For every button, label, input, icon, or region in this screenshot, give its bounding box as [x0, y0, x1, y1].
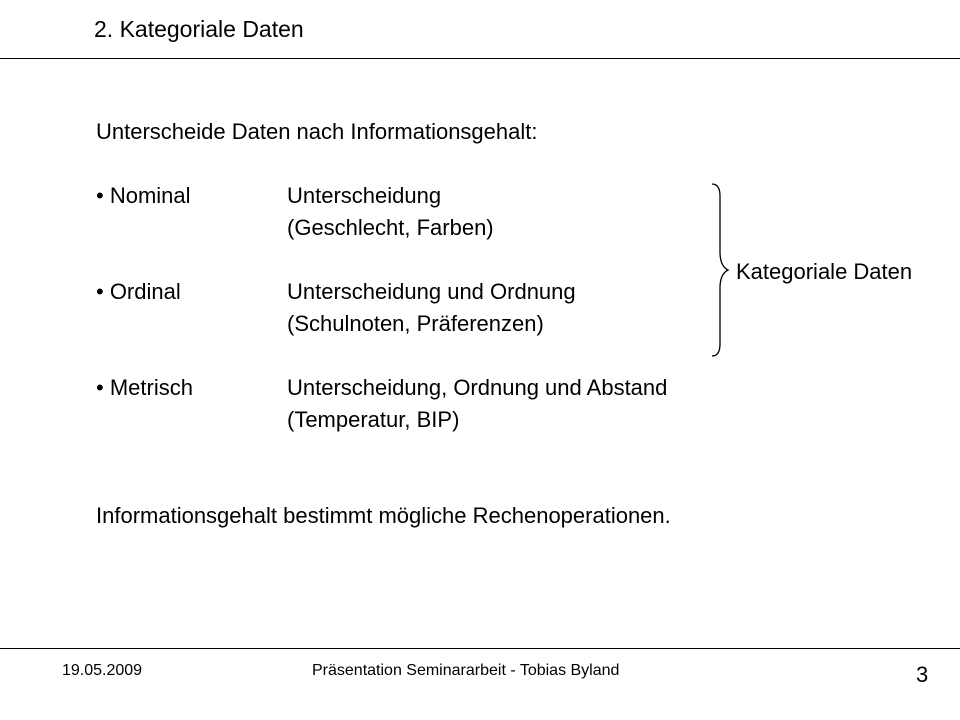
item-label: • Metrisch [96, 375, 193, 400]
item-label: • Ordinal [96, 279, 181, 304]
conclusion-text: Informationsgehalt bestimmt mögliche Rechenoperationen. [96, 503, 671, 528]
list-item-metrisch [96, 372, 668, 468]
item-label: • Nominal [96, 183, 191, 208]
page-number: 3 [916, 662, 929, 687]
item-description: Unterscheidung, Ordnung und Abstand [287, 375, 668, 400]
item-example: (Schulnoten, Präferenzen) [287, 311, 544, 336]
curly-brace-icon [708, 180, 738, 360]
item-description: Unterscheidung und Ordnung [287, 279, 576, 304]
top-divider [0, 58, 960, 59]
slide-title: 2. Kategoriale Daten [94, 16, 304, 42]
list-item-nominal [96, 180, 537, 276]
slide-content [96, 116, 668, 468]
footer-presentation-title: Präsentation Seminararbeit - Tobias Byland [312, 662, 620, 679]
intro-text: Unterscheide Daten nach Informationsgehalt: [96, 119, 538, 144]
bottom-divider [0, 648, 960, 649]
data-type-list [96, 180, 668, 468]
brace-label: Kategoriale Daten [736, 259, 913, 284]
item-example: (Temperatur, BIP) [287, 407, 460, 432]
item-example: (Geschlecht, Farben) [287, 215, 494, 240]
list-item-ordinal [96, 276, 576, 372]
footer-date: 19.05.2009 [62, 662, 143, 679]
item-description: Unterscheidung [287, 183, 442, 208]
